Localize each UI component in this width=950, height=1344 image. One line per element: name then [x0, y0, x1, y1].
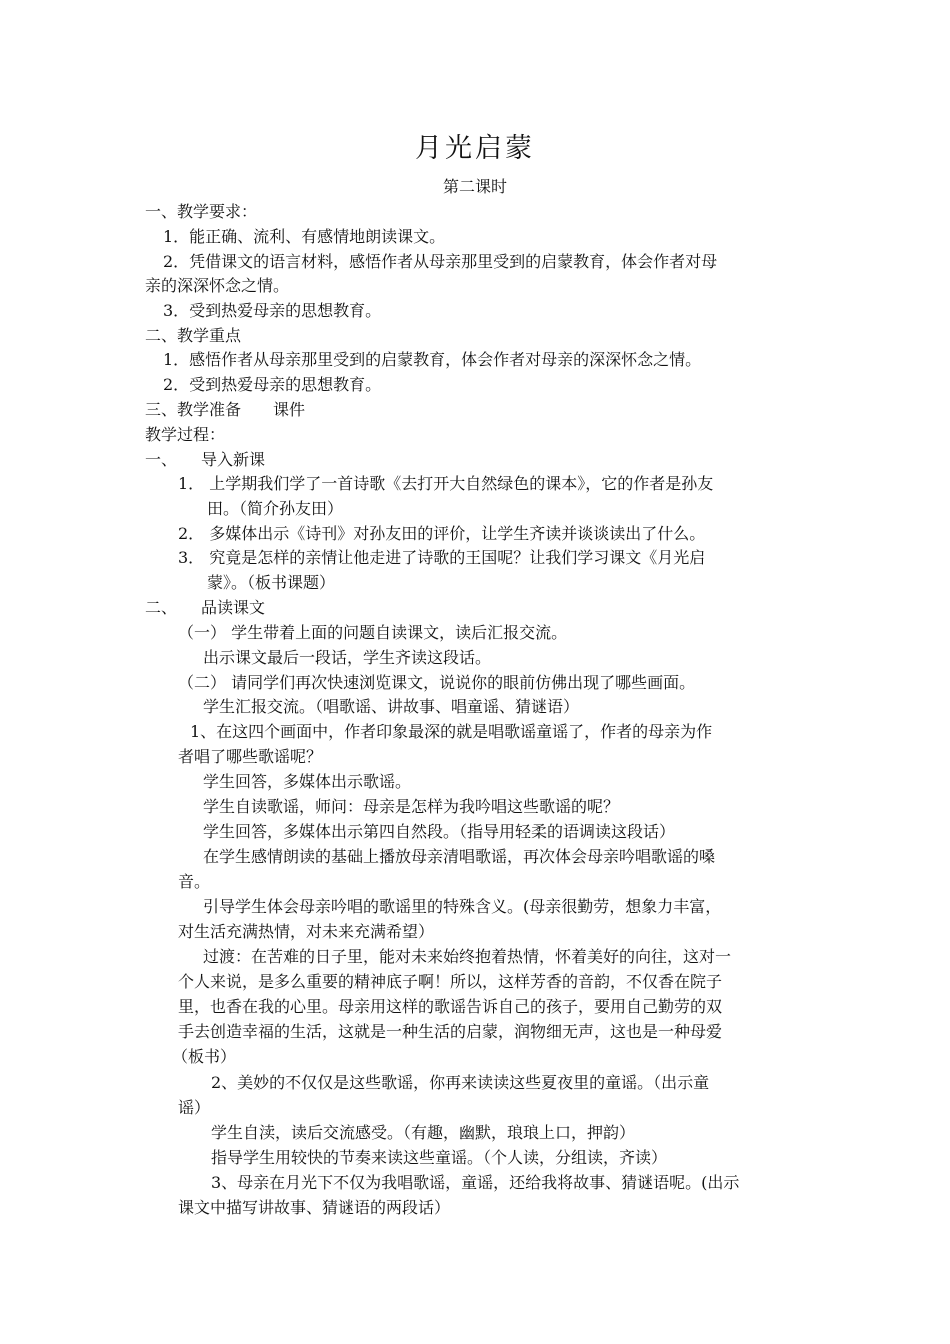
text-line: 亲的深深怀念之情。	[145, 276, 290, 295]
text-line: 三、教学准备 课件	[145, 400, 306, 419]
text-line: 2、美妙的不仅仅是这些歌谣，你再来读读这些夏夜里的童谣。（出示童	[211, 1073, 710, 1092]
text-line: 二、教学重点	[145, 326, 242, 345]
text-line: 蒙》。（板书课题）	[207, 573, 336, 592]
text-line: 课文中描写讲故事、猜谜语的两段话）	[178, 1198, 451, 1217]
text-line: 指导学生用较快的节奏来读这些童谣。（个人读，分组读，齐读）	[211, 1148, 668, 1167]
text-line: 对生活充满热情，对未来充满希望）	[178, 922, 435, 941]
text-line: 3、母亲在月光下不仅为我唱歌谣，童谣，还给我将故事、猜谜语呢。(出示	[211, 1173, 740, 1192]
text-line: 手去创造幸福的生活，这就是一种生活的启蒙，润物细无声，这也是一种母爱	[178, 1022, 723, 1041]
text-line: 教学过程：	[145, 425, 226, 444]
text-line: 学生自渎，读后交流感受。（有趣，幽默，琅琅上口，押韵）	[211, 1123, 636, 1142]
text-line: 音。	[178, 872, 211, 891]
text-line: 引导学生体会母亲吟唱的歌谣里的特殊含义。(母亲很勤劳，想象力丰富，	[203, 897, 722, 916]
text-line: 2．凭借课文的语言材料，感悟作者从母亲那里受到的启蒙教育，体会作者对母	[163, 252, 718, 271]
text-line: 1． 上学期我们学了一首诗歌《去打开大自然绿色的课本》，它的作者是孙友	[178, 474, 714, 493]
text-line: （板书）	[172, 1047, 237, 1066]
text-line: 学生汇报交流。（唱歌谣、讲故事、唱童谣、猜谜语）	[203, 697, 580, 716]
text-line: 在学生感情朗读的基础上播放母亲清唱歌谣，再次体会母亲吟唱歌谣的嗓	[203, 847, 716, 866]
text-line: 2． 多媒体出示《诗刊》对孙友田的评价，让学生齐读并谈谈读出了什么。	[178, 524, 706, 543]
text-line: 田。（简介孙友田）	[207, 499, 344, 518]
text-line: 2．受到热爱母亲的思想教育。	[163, 375, 382, 394]
text-line: （二） 请同学们再次快速浏览课文，说说你的眼前仿佛出现了哪些画面。	[178, 673, 696, 692]
text-line: 谣）	[178, 1098, 211, 1117]
doc-subtitle: 第二课时	[442, 177, 507, 196]
text-line: 学生回答，多媒体出示第四自然段。（指导用轻柔的语调读这段话）	[203, 822, 676, 841]
text-line: 一、教学要求：	[145, 202, 258, 221]
text-line: 3． 究竟是怎样的亲情让他走进了诗歌的王国呢？让我们学习课文《月光启	[178, 548, 706, 567]
text-line: 二、 品读课文	[145, 598, 266, 617]
text-line: 出示课文最后一段话，学生齐读这段话。	[203, 648, 492, 667]
text-line: 1．能正确、流利、有感情地朗读课文。	[163, 227, 446, 246]
text-line: 一、 导入新课	[145, 450, 266, 469]
text-line: 1、在这四个画面中，作者印象最深的就是唱歌谣童谣了，作者的母亲为作	[190, 722, 713, 741]
text-line: 过渡：在苦难的日子里，能对未来始终抱着热情，怀着美好的向往，这对一	[203, 947, 732, 966]
text-line: （一） 学生带着上面的问题自读课文，读后汇报交流。	[178, 623, 568, 642]
text-line: 3．受到热爱母亲的思想教育。	[163, 301, 382, 320]
text-line: 1．感悟作者从母亲那里受到的启蒙教育，体会作者对母亲的深深怀念之情。	[163, 350, 702, 369]
doc-title: 月光启蒙	[415, 133, 535, 164]
text-line: 者唱了哪些歌谣呢？	[178, 747, 323, 766]
text-line: 学生回答，多媒体出示歌谣。	[203, 772, 412, 791]
text-line: 个人来说，是多么重要的精神底子啊！所以，这样芳香的音韵，不仅香在院子	[178, 972, 723, 991]
text-line: 学生自读歌谣，师问：母亲是怎样为我吟唱这些歌谣的呢？	[203, 797, 620, 816]
text-line: 里，也香在我的心里。母亲用这样的歌谣告诉自己的孩子，要用自己勤劳的双	[178, 997, 723, 1016]
